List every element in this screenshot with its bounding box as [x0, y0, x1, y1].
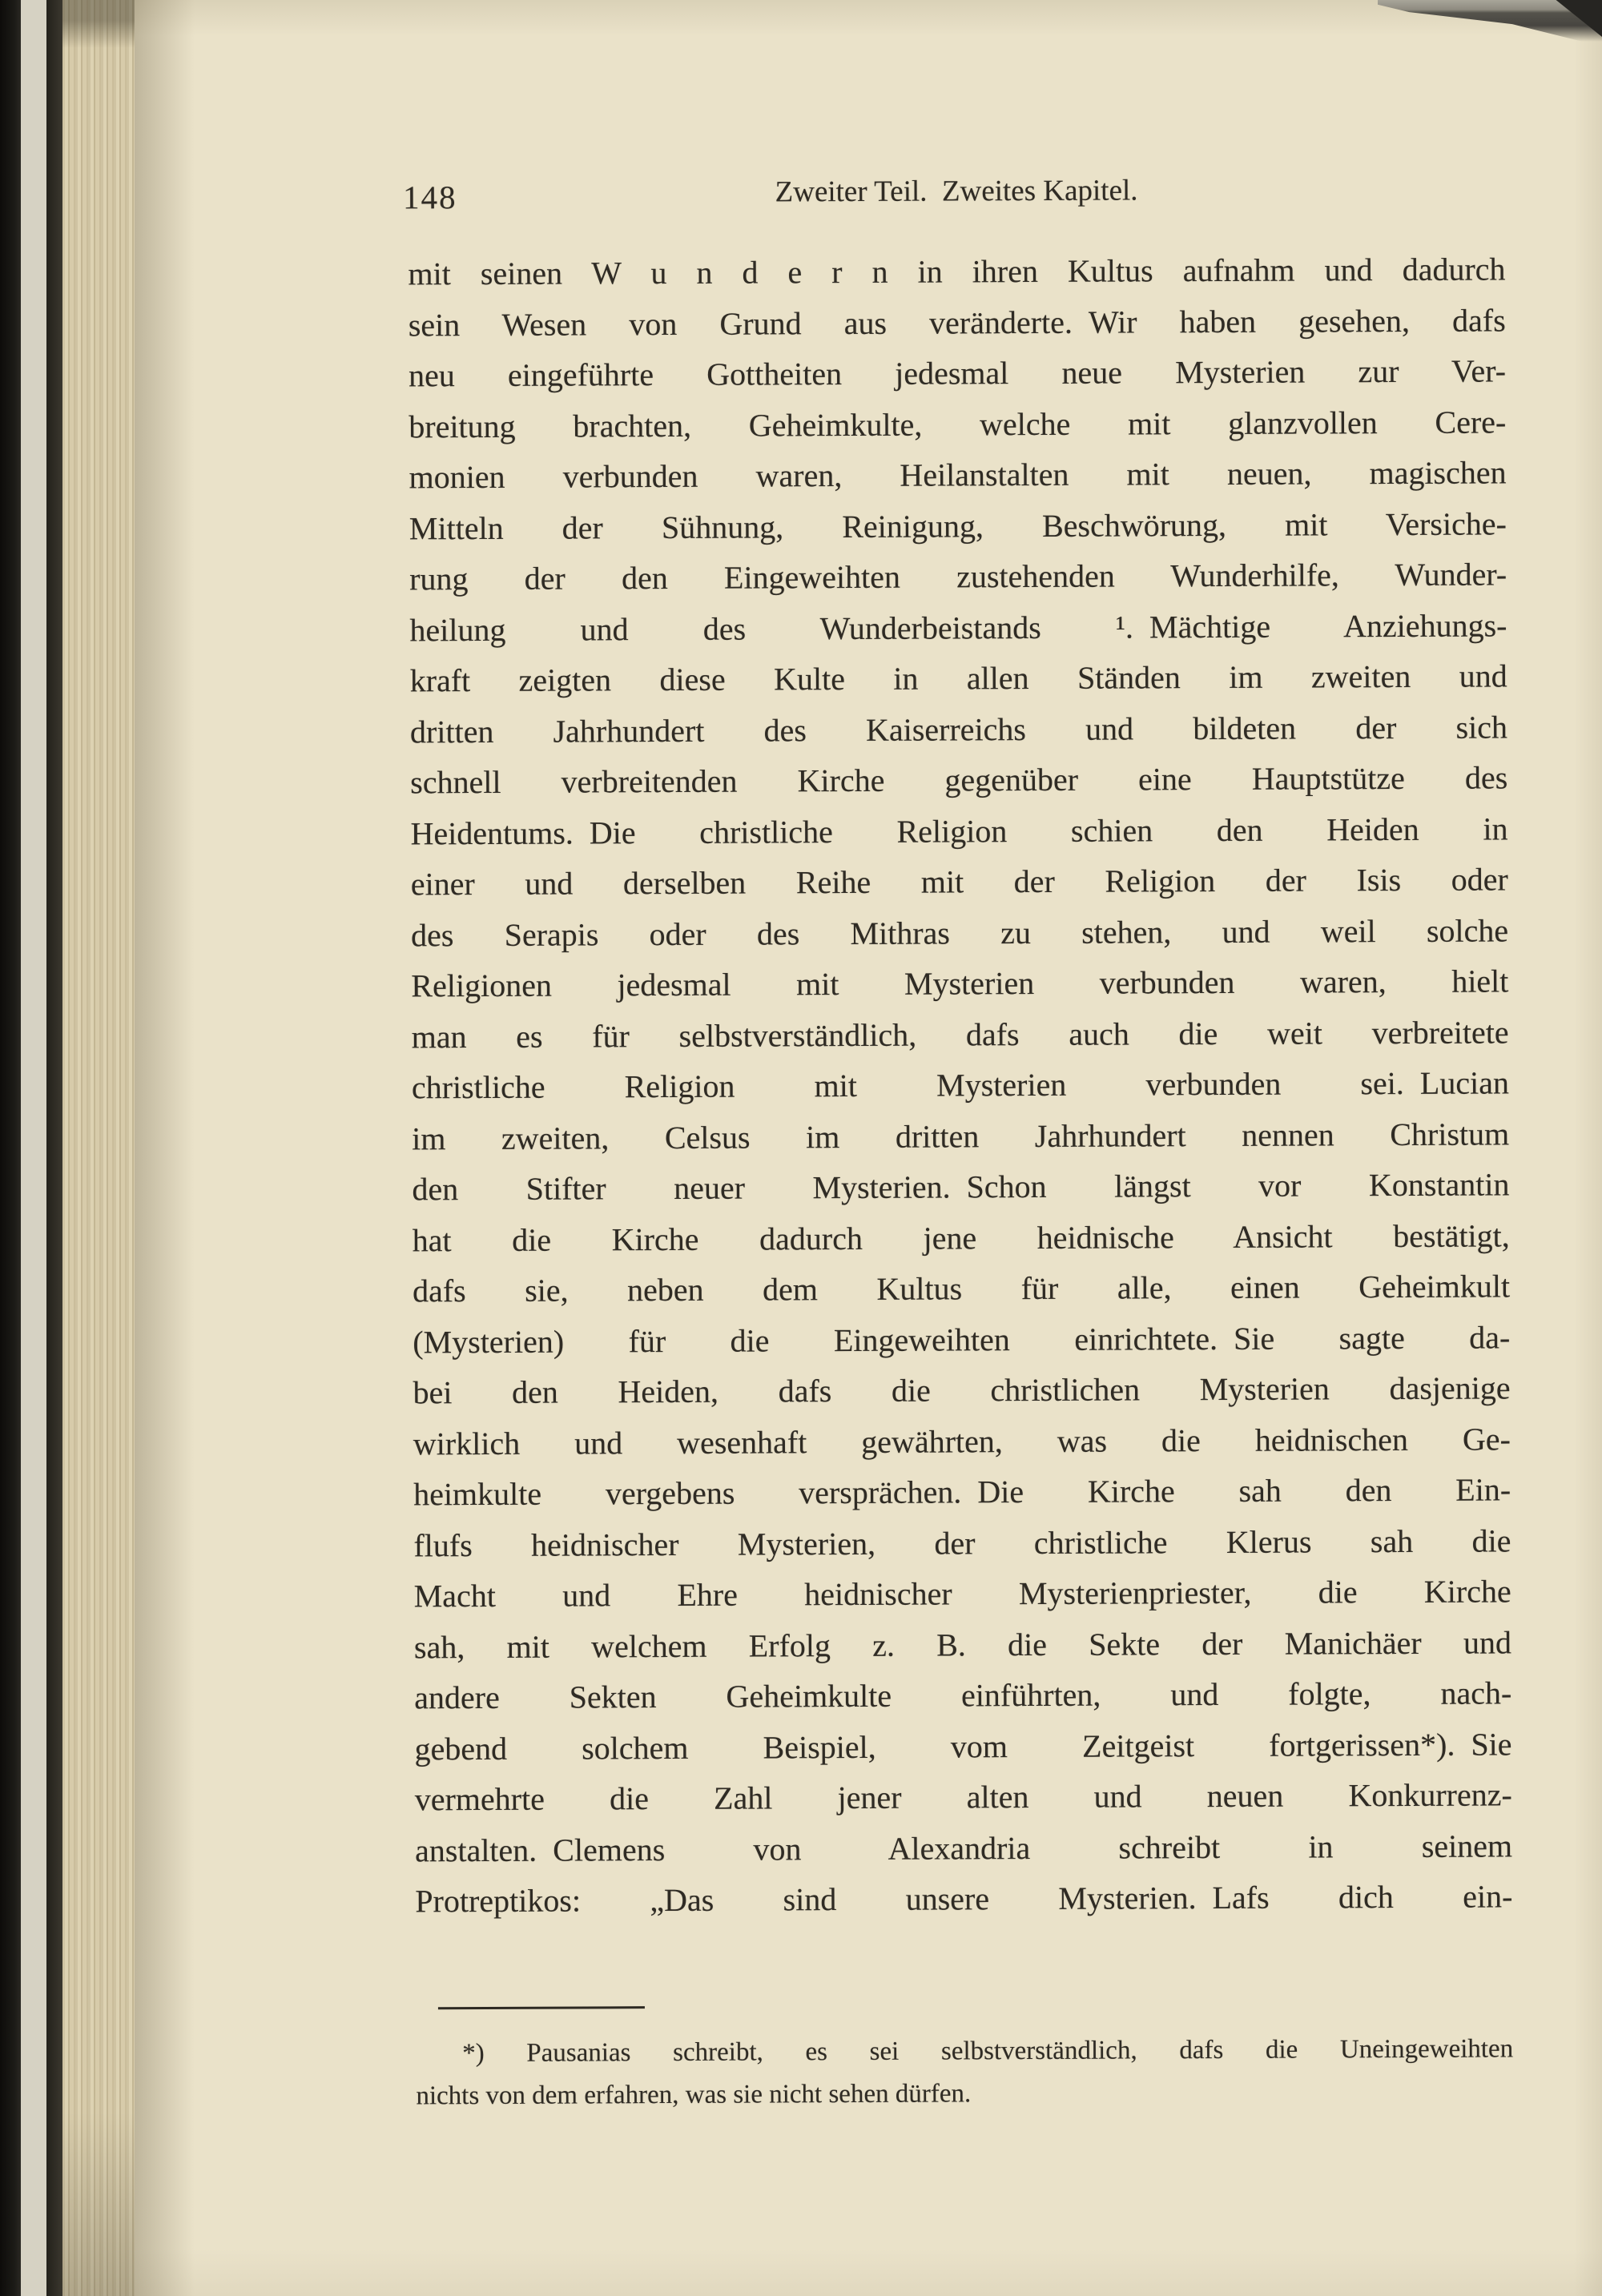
text-line: kraft zeigten diese Kulte in allen Ständen im zweiten und: [409, 657, 1507, 699]
footnote: [416, 2028, 1513, 2117]
book-cover-edge: [0, 0, 21, 2296]
page-stack-edges: [62, 0, 135, 2296]
text-line: Heidentums. Die christliche Religion schien den Heiden in: [410, 810, 1508, 851]
text-line: breitung brachten, Geheimkulte, welche mit glanzvollen Cere-: [409, 403, 1507, 444]
page-header: [402, 167, 1505, 216]
text-line: einer und derselben Reihe mit der Religion der Isis oder: [410, 861, 1508, 903]
text-line: Mitteln der Sühnung, Reinigung, Beschwörung, mit Versiche-: [409, 505, 1507, 546]
body-text: [408, 250, 1512, 1932]
text-line: wirklich und wesenhaft gewährten, was die heidnischen Ge-: [413, 1420, 1511, 1462]
running-header: Zweiter Teil. Zweites Kapitel.: [775, 174, 1138, 209]
text-line: Macht und Ehre heidnischer Mysterienpriester, die Kirche: [413, 1573, 1511, 1614]
footnote-line-1: *) Pausanias schreibt, es sei selbstverständlich, dafs die Uneingeweihten: [462, 2034, 1514, 2069]
text-line: bei den Heiden, dafs die christlichen Mysterien dasjenige: [413, 1369, 1511, 1411]
text-line: andere Sekten Geheimkulte einführten, und folgte, nach-: [414, 1675, 1512, 1716]
text-line: gebend solchem Beispiel, vom Zeitgeist fortgerissen*). Sie: [414, 1725, 1512, 1767]
text-line: sah, mit welchem Erfolg z. B. die Sekte der Manichäer und: [413, 1623, 1512, 1665]
text-line: (Mysterien) für die Eingeweihten einrichtete. Sie sagte da-: [413, 1318, 1511, 1360]
text-line: heilung und des Wunderbeistands ¹. Mächtige Anziehungs-: [409, 606, 1507, 648]
text-line: flufs heidnischer Mysterien, der christliche Klerus sah die: [413, 1522, 1511, 1563]
text-line: dritten Jahrhundert des Kaiserreichs und bildeten der sich: [409, 708, 1508, 750]
text-line: im zweiten, Celsus im dritten Jahrhundert nennen Christum: [412, 1115, 1510, 1156]
text-line: man es für selbstverständlich, dafs auch die weit verbreitete: [411, 1013, 1509, 1055]
text-line: hat die Kirche dadurch jene heidnische Ansicht bestätigt,: [412, 1216, 1510, 1258]
text-line: neu eingeführte Gottheiten jedesmal neue Mysterien zur Ver-: [408, 352, 1507, 394]
text-line: vermehrte die Zahl jener alten und neuen Konkurrenz-: [414, 1776, 1512, 1818]
text-line: monien verbunden waren, Heilanstalten mit neuen, magischen: [409, 454, 1507, 496]
text-line: heimkulte vergebens versprächen. Die Kirche sah den Ein-: [413, 1471, 1511, 1513]
text-line: den Stifter neuer Mysterien. Schon längst vor Konstantin: [412, 1166, 1510, 1208]
text-line: rung der den Eingeweihten zustehenden Wunderhilfe, Wunder-: [409, 556, 1507, 597]
footnote-rule: [438, 2006, 645, 2009]
binding-gutter: [46, 0, 62, 2296]
text-line: Religionen jedesmal mit Mysterien verbunden waren, hielt: [411, 963, 1509, 1004]
footnote-line-2: nichts von dem erfahren, was sie nicht sehen dürfen.: [416, 2079, 972, 2111]
text-line: Protreptikos: „Das sind unsere Mysterien. Lafs dich ein-: [415, 1878, 1513, 1920]
page-number: 148: [402, 179, 457, 216]
endpaper-edge: [21, 0, 46, 2296]
text-line: christliche Religion mit Mysterien verbunden sei. Lucian: [411, 1064, 1510, 1106]
text-line: schnell verbreitenden Kirche gegenüber eine Hauptstütze des: [410, 759, 1508, 801]
text-line: anstalten. Clemens von Alexandria schreibt in seinem: [414, 1827, 1513, 1868]
page-content: [402, 0, 1514, 2296]
text-line: mit seinen W u n d e r n in ihren Kultus aufnahm und dadurch: [408, 251, 1506, 292]
book-page: [135, 0, 1602, 2296]
text-line: des Serapis oder des Mithras zu stehen, und weil solche: [410, 911, 1509, 953]
text-line: sein Wesen von Grund aus veränderte. Wir haben gesehen, dafs: [408, 301, 1506, 343]
text-line: dafs sie, neben dem Kultus für alle, einen Geheimkult: [412, 1268, 1511, 1309]
